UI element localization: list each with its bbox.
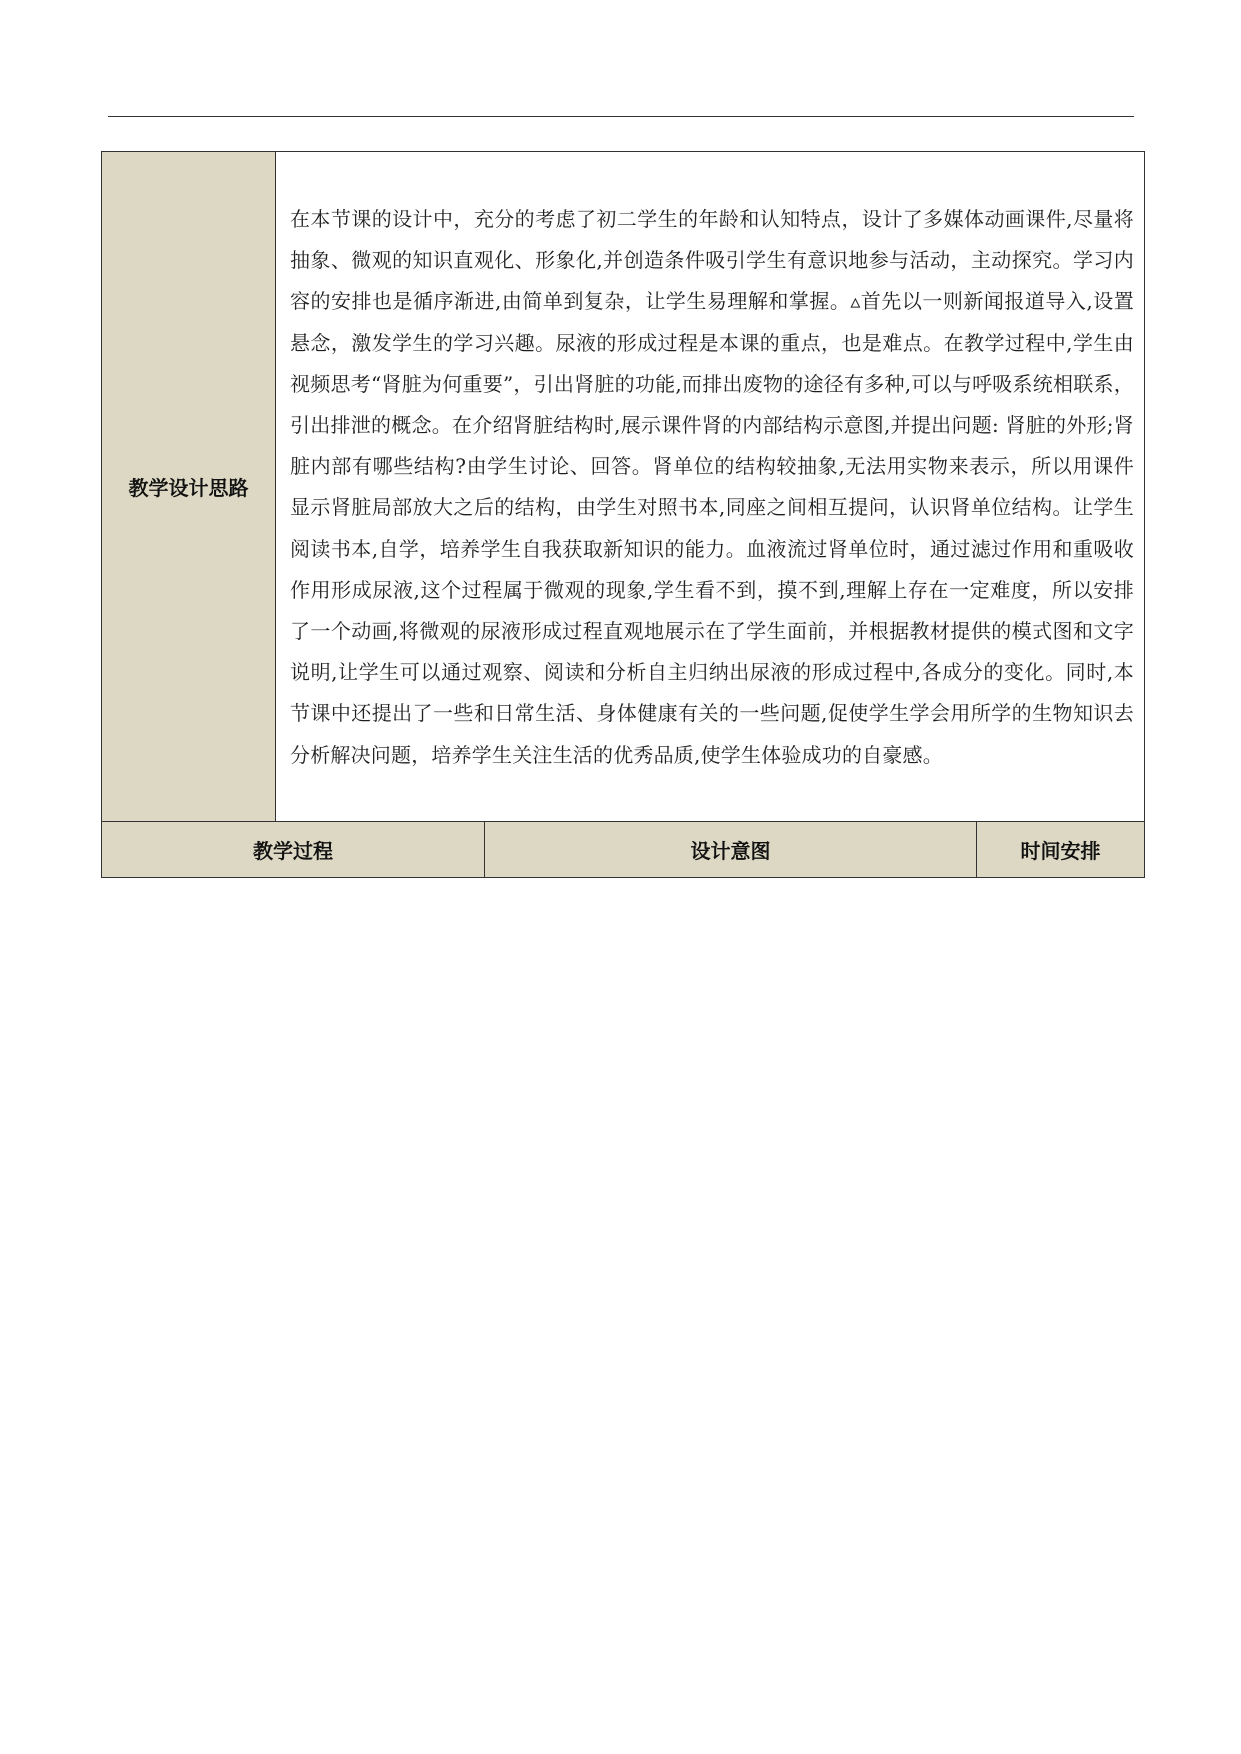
header-time-schedule: 时间安排 — [977, 821, 1145, 877]
process-header-row — [102, 821, 1145, 877]
page-header-rule — [108, 116, 1134, 117]
design-thinking-text: 在本节课的设计中，充分的考虑了初二学生的年龄和认知特点，设计了多媒体动画课件,尽量将抽象、微观的知识直观化、形象化,并创造条件吸引学生有意识地参与活动，主动探究。学习内容的安排也是循序渐进,由简单到复杂，让学生易理解和掌握。▵首先以一则新闻报道导入,设置悬念，激发学生的学习兴趣。尿液的形成过程是本课的重点，也是难点。在教学过程中,学生由视频思考“肾脏为何重要”，引出肾脏的功能,而排出废物的途径有多种,可以与呼吸系统相联系，引出排泄的概念。在介绍肾脏结构时,展示课件肾的内部结构示意图,并提出问题: 肾脏的外形;肾脏内部有哪些结构?由学生讨论、回答。肾单位的结构较抽象,无法用实物来表示，所以用课件显示肾脏局部放大之后的结构，由学生对照书本,同座之间相互提问，认识肾单位结构。让学生阅读书本,自学，培养学生自我获取新知识的能力。血液流过肾单位时，通过滤过作用和重吸收作用形成尿液,这个过程属于微观的现象,学生看不到，摸不到,理解上存在一定难度，所以安排了一个动画,将微观的尿液形成过程直观地展示在了学生面前，并根据教材提供的模式图和文字说明,让学生可以通过观察、阅读和分析自主归纳出尿液的形成过程中,各成分的变化。同时,本节课中还提出了一些和日常生活、身体健康有关的一些问题,促使学生学会用所学的生物知识去分析解决问题，培养学生关注生活的优秀品质,使学生体验成功的自豪感。 — [290, 207, 1134, 767]
design-thinking-row — [102, 152, 1145, 822]
header-teaching-process: 教学过程 — [102, 821, 485, 877]
design-thinking-content — [276, 152, 1145, 822]
lesson-plan-table — [101, 151, 1145, 878]
design-thinking-label: 教学设计思路 — [102, 152, 276, 822]
header-design-intent: 设计意图 — [485, 821, 977, 877]
